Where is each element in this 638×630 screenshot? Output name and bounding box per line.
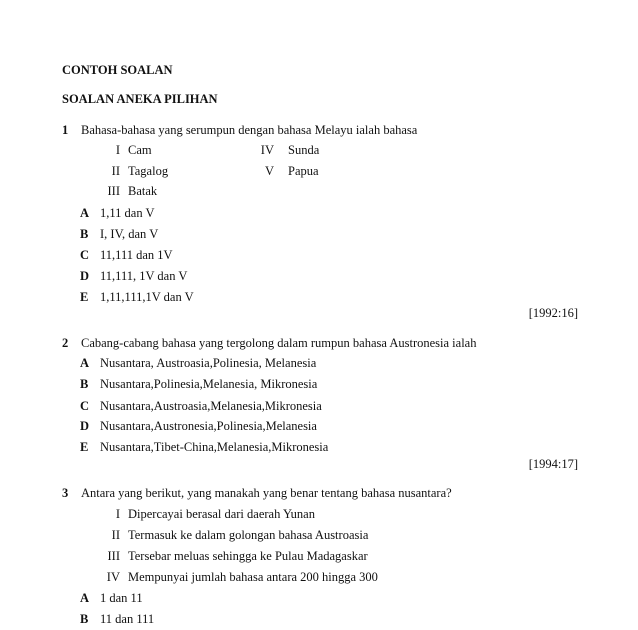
item-numeral: IV — [260, 143, 274, 157]
item-label: Cam — [128, 143, 152, 157]
item-label: Dipercayai berasal dari daerah Yunan — [128, 507, 315, 521]
option-text: Nusantara, Austroasia,Polinesia, Melanesia — [100, 356, 317, 370]
option-letter: C — [80, 248, 90, 262]
option-letter: B — [80, 377, 89, 391]
item-label: Termasuk ke dalam golongan bahasa Austroasia — [128, 528, 369, 542]
question-reference: [1994:17] — [528, 457, 578, 471]
option-text: 1,11,111,1V dan V — [100, 290, 194, 304]
option-text: I, IV, dan V — [100, 227, 159, 241]
item-label: Batak — [128, 184, 158, 198]
item-label: Papua — [288, 164, 319, 178]
item-label: Tagalog — [128, 164, 169, 178]
option-text: 11,111, 1V dan V — [100, 269, 188, 283]
item-numeral: IV — [106, 570, 120, 584]
item-numeral: I — [115, 143, 120, 157]
option-letter: A — [80, 206, 90, 220]
item-label: Mempunyai jumlah bahasa antara 200 hingga 300 — [128, 570, 378, 584]
option-text: 11 dan 111 — [100, 612, 155, 626]
option-letter: B — [80, 227, 89, 241]
heading: CONTOH SOALAN — [62, 63, 173, 77]
subheading: SOALAN ANEKA PILIHAN — [62, 92, 218, 106]
item-numeral: I — [115, 507, 120, 521]
item-label: Tersebar meluas sehingga ke Pulau Madagaskar — [128, 549, 368, 563]
option-text: Nusantara,Polinesia,Melanesia, Mikronesia — [100, 377, 318, 391]
item-label: Sunda — [288, 143, 320, 157]
item-numeral: II — [111, 528, 120, 542]
question-number: 1 — [62, 123, 69, 137]
option-text: 1 dan 11 — [100, 591, 143, 605]
option-text: Nusantara,Tibet-China,Melanesia,Mikronesia — [100, 440, 329, 454]
item-numeral: III — [107, 549, 120, 563]
item-numeral: III — [107, 184, 120, 198]
option-text: Nusantara,Austronesia,Polinesia,Melanesia — [100, 419, 317, 433]
question-number: 2 — [62, 336, 69, 350]
option-letter: B — [80, 612, 89, 626]
item-numeral: V — [264, 164, 274, 178]
option-text: 11,111 dan 1V — [100, 248, 173, 262]
question-reference: [1992:16] — [528, 306, 578, 320]
option-letter: A — [80, 356, 90, 370]
question-text: Cabang-cabang bahasa yang tergolong dalam rumpun bahasa Austronesia ialah — [81, 336, 477, 350]
question-number: 3 — [62, 486, 69, 500]
option-letter: E — [80, 290, 89, 304]
option-letter: D — [80, 269, 90, 283]
item-numeral: II — [111, 164, 120, 178]
option-letter: E — [80, 440, 89, 454]
question-text: Bahasa-bahasa yang serumpun dengan bahasa Melayu ialah bahasa — [81, 123, 418, 137]
option-text: 1,11 dan V — [100, 206, 155, 220]
option-letter: C — [80, 399, 90, 413]
option-text: Nusantara,Austroasia,Melanesia,Mikronesia — [100, 399, 322, 413]
option-letter: A — [80, 591, 90, 605]
question-text: Antara yang berikut, yang manakah yang benar tentang bahasa nusantara? — [81, 486, 452, 500]
option-letter: D — [80, 419, 90, 433]
